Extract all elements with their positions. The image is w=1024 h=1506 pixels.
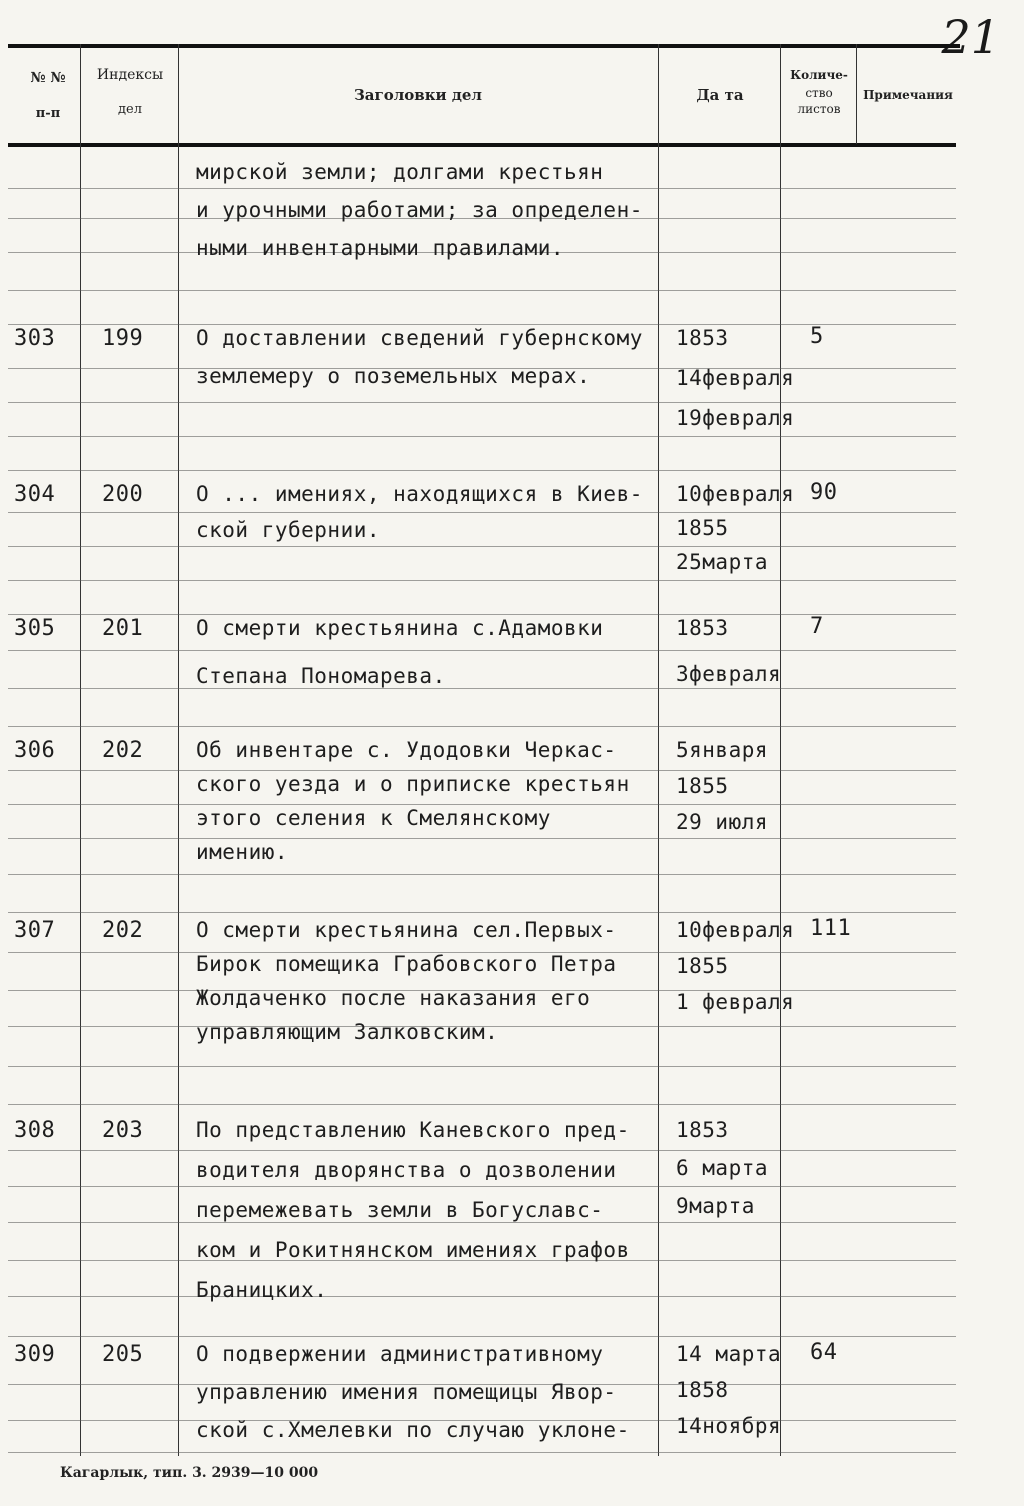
record-index: 203 [102, 1118, 144, 1143]
header-no-line1: № № [30, 70, 66, 86]
record-title-line: имению. [196, 840, 289, 864]
ruled-line [8, 436, 956, 437]
ruled-line [8, 1222, 956, 1223]
record-title-line: Степана Пономарева. [196, 664, 446, 688]
ruled-line [8, 546, 956, 547]
ruled-line [8, 874, 956, 875]
column-rule [856, 44, 857, 144]
record-title-line: и урочными работами; за определен- [196, 198, 643, 222]
ruled-line [8, 1336, 956, 1337]
record-index: 201 [102, 616, 144, 641]
record-date: 14ноября [676, 1414, 782, 1438]
record-date: 1855 [676, 954, 729, 978]
record-title-line: О смерти крестьянина с.Адамовки [196, 616, 604, 640]
record-number: 307 [14, 918, 56, 943]
record-title-line: О ... имениях, находящихся в Киев- [196, 482, 643, 506]
record-title-line: этого селения к Смелянскому [196, 806, 551, 830]
record-date: 1853 [676, 616, 729, 640]
ruled-line [8, 770, 956, 771]
ruled-line [8, 470, 956, 471]
record-date: 1855 [676, 516, 729, 540]
record-title-line: перемежевать земли в Богуславс- [196, 1198, 604, 1222]
record-sheet-count: 5 [810, 324, 824, 349]
record-title-line: О доставлении сведений губернскому [196, 326, 643, 350]
record-title-line: ком и Рокитнянском имениях графов [196, 1238, 630, 1262]
ruled-line [8, 912, 956, 913]
record-date: 14 марта [676, 1342, 782, 1366]
record-title-line: О подвержении административному [196, 1342, 604, 1366]
record-title-line: мирской земли; долгами крестьян [196, 160, 604, 184]
column-rule [658, 44, 659, 1456]
record-sheet-count: 64 [810, 1340, 838, 1365]
ruled-line [8, 1296, 956, 1297]
record-number: 306 [14, 738, 56, 763]
record-title-line: О смерти крестьянина сел.Первых- [196, 918, 617, 942]
record-date: 1855 [676, 774, 729, 798]
record-title-line: Об инвентаре с. Удодовки Черкас- [196, 738, 617, 762]
header-bottom-rule [8, 143, 956, 147]
page-number: 21 [941, 10, 1000, 64]
record-number: 308 [14, 1118, 56, 1143]
column-rule [80, 44, 81, 1456]
record-date: 10февраля [676, 482, 795, 506]
record-date: 6 марта [676, 1156, 769, 1180]
header-no-line2: п-п [35, 106, 61, 121]
record-number: 309 [14, 1342, 56, 1367]
record-title-line: Браницких. [196, 1278, 328, 1302]
record-date: 1853 [676, 1118, 729, 1142]
record-title-line: ского уезда и о приписке крестьян [196, 772, 630, 796]
header-index-line2: дел [118, 102, 142, 117]
record-sheet-count: 7 [810, 614, 824, 639]
ruled-line [8, 838, 956, 839]
record-title-line: ными инвентарными правилами. [196, 236, 565, 260]
header-notes: Примечания [863, 88, 953, 102]
header-sheets-line1: Количе- [790, 68, 848, 82]
ruled-line [8, 402, 956, 403]
record-number: 303 [14, 326, 56, 351]
record-date: 14февраля [676, 366, 795, 390]
record-title-line: Жолдаченко после наказания его [196, 986, 591, 1010]
record-index: 202 [102, 738, 144, 763]
record-date: 10февраля [676, 918, 795, 942]
record-sheet-count: 111 [810, 916, 852, 941]
record-title-line: землемеру о поземельных мерах. [196, 364, 591, 388]
record-title-line: управляющим Залковским. [196, 1020, 499, 1044]
ruled-line [8, 1150, 956, 1151]
record-date: 25марта [676, 550, 769, 574]
header-sheets-line3: листов [797, 102, 841, 116]
record-sheet-count: 90 [810, 480, 838, 505]
ruled-line [8, 650, 956, 651]
ruled-line [8, 512, 956, 513]
record-date: 3февраля [676, 662, 782, 686]
header-title: Заголовки дел [353, 86, 483, 104]
ruled-line [8, 580, 956, 581]
record-index: 202 [102, 918, 144, 943]
record-date: 1 февраля [676, 990, 795, 1014]
header-date: Да та [696, 86, 744, 104]
record-date: 9марта [676, 1194, 755, 1218]
record-index: 205 [102, 1342, 144, 1367]
record-index: 200 [102, 482, 144, 507]
ruled-line [8, 188, 956, 189]
ruled-line [8, 1066, 956, 1067]
record-title-line: По представлению Каневского пред- [196, 1118, 630, 1142]
record-index: 199 [102, 326, 144, 351]
ruled-line [8, 726, 956, 727]
printer-imprint: Кагарлык, тип. 3. 2939—10 000 [60, 1465, 319, 1481]
ruled-line [8, 290, 956, 291]
column-rule [178, 44, 179, 1456]
record-date: 19февраля [676, 406, 795, 430]
header-sheets-line2: ство [805, 86, 833, 100]
record-date: 1853 [676, 326, 729, 350]
record-title-line: водителя дворянства о дозволении [196, 1158, 617, 1182]
ruled-line [8, 804, 956, 805]
ruled-line [8, 1452, 956, 1453]
ruled-line [8, 1104, 956, 1105]
ruled-line [8, 688, 956, 689]
column-rule [780, 44, 781, 1456]
record-date: 29 июля [676, 810, 769, 834]
header-top-rule [8, 44, 960, 48]
record-date: 1858 [676, 1378, 729, 1402]
record-number: 304 [14, 482, 56, 507]
record-title-line: управлению имения помещицы Явор- [196, 1380, 617, 1404]
ruled-line [8, 1186, 956, 1187]
header-index-line1: Индексы [96, 67, 164, 83]
record-number: 305 [14, 616, 56, 641]
record-title-line: ской с.Хмелевки по случаю уклоне- [196, 1418, 630, 1442]
record-title-line: Бирок помещика Грабовского Петра [196, 952, 617, 976]
record-title-line: ской губернии. [196, 518, 381, 542]
record-date: 5января [676, 738, 769, 762]
